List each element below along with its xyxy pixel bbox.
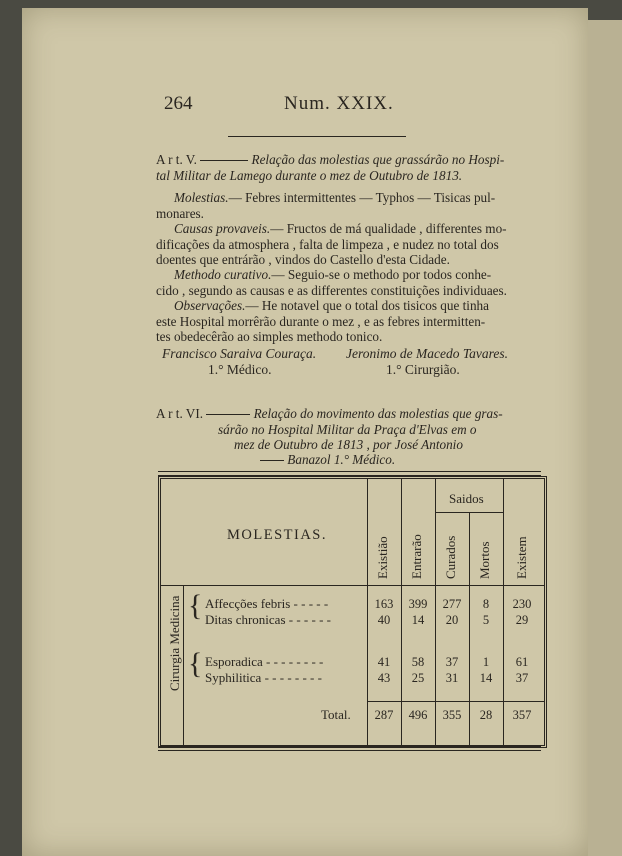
obs-label: Observações. — [174, 298, 246, 313]
art6-heading-line1 — [156, 406, 503, 422]
col-existem: Existem — [514, 536, 529, 579]
table-cell: 41 — [377, 655, 391, 669]
art5-molestias — [174, 190, 495, 206]
col-curados: Curados — [443, 535, 458, 579]
table-cell: 25 — [411, 671, 425, 685]
art6-dash — [206, 414, 250, 415]
table-cell: 61 — [515, 655, 529, 669]
table-cell: 31 — [445, 671, 459, 685]
total-label: Total. — [321, 707, 351, 722]
row-label: Affecções febris - - - - - — [205, 596, 329, 611]
table-cell: 29 — [515, 613, 529, 627]
header-rule — [228, 136, 406, 137]
total-cell: 496 — [408, 708, 428, 722]
table-cell: 43 — [377, 671, 391, 685]
table-title: MOLESTIAS. — [227, 527, 327, 543]
total-cell: 287 — [374, 708, 394, 722]
signature-left-name: Francisco Saraiva Couraça. — [162, 346, 317, 361]
art5-obs — [174, 298, 489, 314]
table-cell: 399 — [408, 597, 428, 611]
molestias-table — [158, 476, 547, 748]
next-page-edge — [586, 20, 622, 856]
header-underline — [161, 585, 544, 586]
causas-text: — Fructos de má qualidade , differentes mo- — [270, 221, 507, 236]
row-label: Ditas chronicas - - - - - - — [205, 612, 331, 627]
table-cell: 230 — [512, 597, 532, 611]
page-number: 264 — [164, 93, 193, 114]
group-label: Cirurgia Medicina — [167, 595, 182, 691]
saidos-underline — [435, 512, 503, 513]
brace-cirurgia: { — [188, 647, 203, 680]
total-cell: 357 — [512, 708, 532, 722]
signature-left-role: 1.° Médico. — [208, 362, 272, 377]
molestias-label: Molestias. — [174, 190, 229, 205]
art5-metodo — [174, 267, 491, 283]
col-line — [367, 479, 368, 745]
table-cell: 1 — [482, 655, 490, 669]
col-line — [503, 479, 504, 745]
table-cell: 20 — [445, 613, 459, 627]
art5-heading-line1 — [156, 152, 504, 168]
issue-title: Num. XXIX. — [284, 93, 394, 114]
art5-causas-l3: doentes que entrárão , vindos do Castello d'esta Cidade. — [156, 252, 450, 267]
obs-text: — He notavel que o total dos tisicos que tinha — [245, 298, 489, 313]
art5-dash — [200, 160, 248, 161]
group-line — [183, 585, 184, 745]
art6-heading-line3: mez de Outubro de 1813 , por José Antonio — [234, 437, 463, 452]
art6-dash2 — [260, 460, 284, 461]
table-cell: 163 — [374, 597, 394, 611]
metodo-text: — Seguio-se o methodo por todos conhe- — [271, 267, 492, 282]
row-label: Esporadica - - - - - - - - — [205, 654, 324, 669]
art6-heading-text1: Relação do movimento das molestias que gras- — [253, 406, 503, 421]
signature-right-role: 1.° Cirurgião. — [386, 362, 460, 377]
col-line — [435, 479, 436, 745]
book-page — [22, 8, 588, 856]
table-cell: 37 — [515, 671, 529, 685]
signature-right-name: Jeronimo de Macedo Tavares. — [346, 346, 508, 361]
table-cell: 5 — [482, 613, 490, 627]
art5-obs-l2: este Hospital morrêrão durante o mez , e as febres intermitten- — [156, 314, 486, 329]
total-cell: 28 — [479, 708, 493, 722]
total-overline — [367, 701, 544, 702]
row-label: Syphilitica - - - - - - - - — [205, 670, 322, 685]
col-existiao: Existião — [375, 536, 390, 579]
table-cell: 58 — [411, 655, 425, 669]
metodo-label: Methodo curativo. — [174, 267, 272, 282]
col-mortos: Mortos — [477, 541, 492, 579]
art5-metodo-l2: cido , segundo as causas e as differentes constituições individuaes. — [156, 283, 507, 298]
art5-label: A r t. V. — [156, 152, 197, 167]
table-cell: 277 — [442, 597, 462, 611]
art6-heading-line2: sárão no Hospital Militar da Praça d'Elvas em o — [218, 422, 477, 437]
brace-medicina: { — [188, 589, 203, 622]
art5-heading-text1: Relação das molestias que grassárão no Hospi- — [251, 152, 505, 167]
table-cell: 40 — [377, 613, 391, 627]
table-cell: 37 — [445, 655, 459, 669]
table-cell: 8 — [482, 597, 490, 611]
col-line — [401, 479, 402, 745]
art5-causas-l2: dificações da atmosphera , falta de limpeza , e nudez no total dos — [156, 237, 499, 252]
table-cell: 14 — [479, 671, 493, 685]
art5-heading-line2: tal Militar de Lamego durante o mez de Outubro de 1813. — [156, 168, 463, 183]
causas-label: Causas provaveis. — [174, 221, 271, 236]
art5-obs-l3: tes obedecêrão ao simples methodo tonico. — [156, 329, 383, 344]
table-bottom-ornament — [158, 746, 541, 751]
art5-molestias-l2: monares. — [156, 206, 204, 221]
art6-heading-text4: Banazol 1.° Médico. — [287, 452, 396, 467]
art5-causas — [174, 221, 507, 237]
saidos-header: Saidos — [449, 491, 484, 506]
art6-label: A r t. VI. — [156, 406, 204, 421]
total-cell: 355 — [442, 708, 462, 722]
col-entrarao: Entrarão — [409, 534, 424, 579]
table-cell: 14 — [411, 613, 425, 627]
molestias-text: — Febres intermittentes — Typhos — Tisicas pul- — [228, 190, 496, 205]
art6-heading-line4 — [260, 452, 395, 468]
